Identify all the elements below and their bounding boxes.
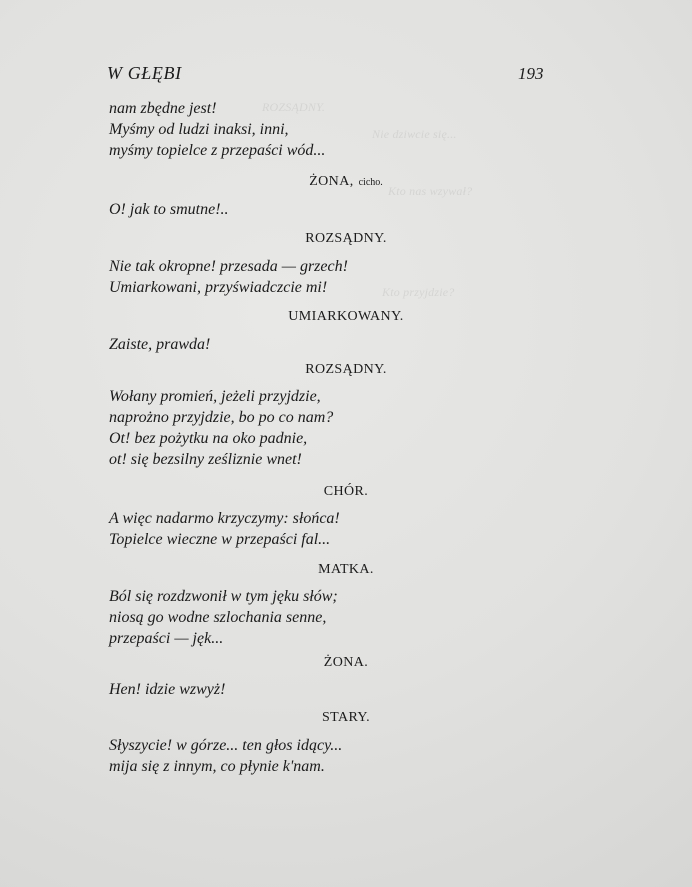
verse-line: Ból się rozdzwonił w tym jęku słów;: [109, 588, 338, 605]
speaker-heading: [0, 710, 692, 726]
page-number: 193: [518, 64, 544, 83]
speaker-heading: [0, 174, 692, 190]
speaker-heading: [0, 231, 692, 247]
speaker-heading: [0, 309, 692, 325]
speaker-name: ŻONA.: [323, 655, 369, 670]
verse-stanza: [109, 679, 225, 700]
bleed-through-text: Kto nas wzywał?: [388, 184, 473, 198]
verse-line: nam zbędne jest!: [109, 100, 217, 117]
verse-line: Słyszycie! w górze... ten głos idący...: [109, 737, 343, 754]
verse-line: Wołany promień, jeżeli przyjdzie,: [109, 388, 321, 405]
verse-line: Nie tak okropne! przesada — grzech!: [109, 258, 348, 275]
verse-line: Zaiste, prawda!: [109, 336, 211, 353]
bleed-through-text: Kto przyjdzie?: [382, 285, 455, 299]
verse-stanza: [109, 386, 333, 470]
speaker-heading: [0, 655, 692, 671]
verse-line: ot! się bezsilny ześliznie wnet!: [109, 451, 302, 468]
verse-line: O! jak to smutne!..: [109, 201, 229, 218]
verse-line: A więc nadarmo krzyczymy: słońca!: [109, 510, 340, 527]
verse-stanza: [109, 199, 229, 220]
speaker-name: ROZSĄDNY.: [305, 231, 387, 246]
running-header: W GŁĘBI: [107, 63, 182, 83]
speaker-name: ROZSĄDNY.: [305, 362, 387, 377]
verse-line: Myśmy od ludzi inaksi, inni,: [109, 121, 289, 138]
verse-line: myśmy topielce z przepaści wód...: [109, 142, 326, 159]
verse-stanza: [109, 256, 348, 298]
verse-stanza: [109, 735, 342, 777]
speaker-heading: [0, 484, 692, 500]
verse-line: Ot! bez pożytku na oko padnie,: [109, 430, 308, 447]
speaker-heading: [0, 562, 692, 578]
speaker-name: UMIARKOWANY.: [288, 309, 404, 324]
verse-stanza: [109, 508, 340, 550]
speaker-name: STARY.: [321, 710, 371, 725]
speaker-heading: [0, 362, 692, 378]
verse-line: Topielce wieczne w przepaści fal...: [109, 531, 331, 548]
stage-direction: cicho.: [358, 177, 383, 188]
speaker-name: CHÓR.: [323, 484, 369, 499]
speaker-name: ŻONA,: [309, 174, 354, 189]
verse-line: niosą go wodne szlochania senne,: [109, 609, 327, 626]
bleed-through-text: ROZSĄDNY.: [262, 100, 326, 114]
verse-stanza: [109, 98, 325, 161]
verse-line: przepaści — jęk...: [109, 630, 224, 647]
bleed-through-text: Nie dziwcie się...: [372, 127, 457, 141]
verse-stanza: [109, 586, 338, 649]
verse-line: Umiarkowani, przyświadczcie mi!: [109, 279, 328, 296]
verse-stanza: [109, 334, 210, 355]
verse-line: mija się z innym, co płynie k'nam.: [109, 758, 325, 775]
verse-line: Hen! idzie wzwyż!: [109, 681, 226, 698]
speaker-name: MATKA.: [318, 562, 374, 577]
verse-line: naprożno przyjdzie, bo po co nam?: [109, 409, 334, 426]
